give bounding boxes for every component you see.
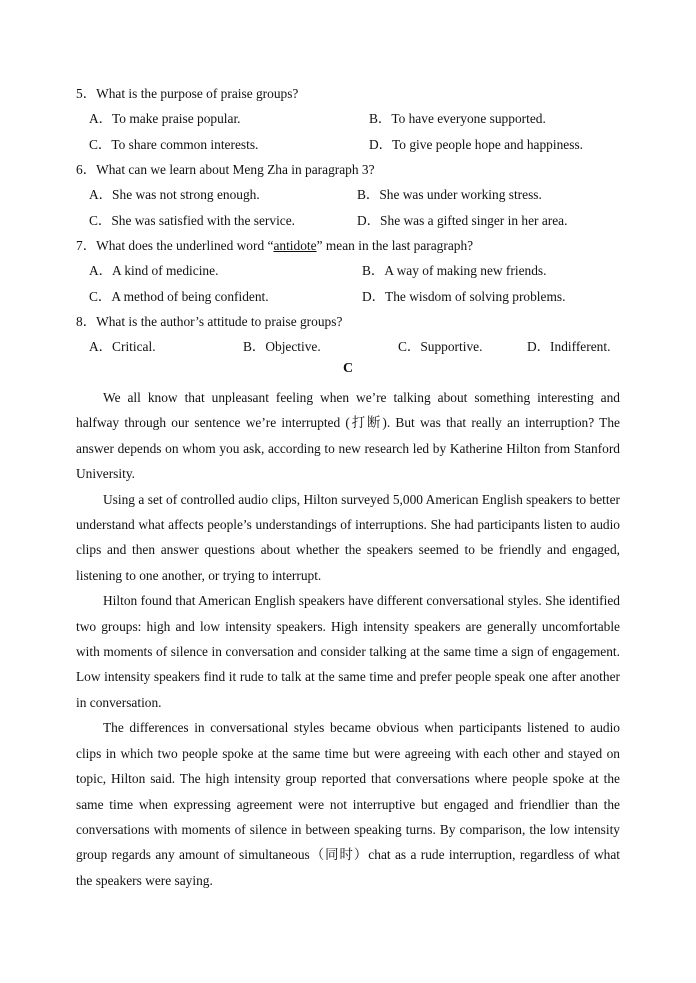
passage-paragraph-2: Using a set of controlled audio clips, Hilton surveyed 5,000 American English speakers to better understand what affects people’s understandings of interruptions. She had participants listen to audio clips and then answer questions about whether the speakers seemed to be friendly and engaged, listening to one another, or trying to interrupt. (76, 491, 620, 583)
question-5-option-b: B．To have everyone supported. (369, 111, 546, 126)
question-6-stem: 6．What can we learn about Meng Zha in paragraph 3? (76, 162, 375, 177)
question-8-stem: 8．What is the author’s attitude to praise groups? (76, 314, 343, 329)
question-7-stem-pre: 7．What does the underlined word “ (76, 238, 274, 253)
question-5-option-a: A．To make praise popular. (89, 111, 241, 126)
question-7-stem-post: ” mean in the last paragraph? (316, 238, 474, 253)
question-8-option-c: C．Supportive. (398, 339, 483, 354)
question-6-option-b: B．She was under working stress. (357, 187, 542, 202)
question-8-option-b: B．Objective. (243, 339, 321, 354)
question-6-option-c: C．She was satisfied with the service. (89, 213, 296, 228)
question-7-option-c: C．A method of being confident. (89, 289, 269, 304)
question-5-option-d: D．To give people hope and happiness. (369, 137, 584, 152)
underlined-word: antidote (273, 238, 317, 253)
question-7-option-b: B．A way of making new friends. (362, 263, 547, 278)
question-8-option-d: D．Indifferent. (527, 339, 611, 354)
question-7-option-d: D．The wisdom of solving problems. (362, 289, 566, 304)
passage-paragraph-1: We all know that unpleasant feeling when we’re talking about something interesting and halfway through our sentence we’re interrupted (打断). But was that really an interruption? The answer depends on whom you ask, according to new research led by Katherine Hilton from Stanford University. (76, 390, 620, 482)
question-6-option-d: D．She was a gifted singer in her area. (357, 213, 568, 228)
question-7-option-a: A．A kind of medicine. (89, 263, 219, 278)
question-5-option-c: C．To share common interests. (89, 137, 259, 152)
section-title: C (342, 361, 354, 376)
question-6-option-a: A．She was not strong enough. (89, 187, 260, 202)
reading-passage (76, 385, 620, 893)
passage-paragraph-4: The differences in conversational styles became obvious when participants listened to audio clips in which two people spoke at the same time but were agreeing with each other and stayed on topic, Hilton said. The high intensity group reported that conversations where people spoke at the same time when expressing agreement were not interruptive but engaged and friendlier than the conversations with moments of silence in between speaking turns. By comparison, the low intensity group regards any amount of simultaneous（同时）chat as a rude interruption, regardless of what the speakers were saying. (76, 720, 620, 888)
passage-paragraph-3: Hilton found that American English speakers have different conversational styles. She identified two groups: high and low intensity speakers. High intensity speakers are generally uncomfortable with moments of silence in conversation and consider talking at the same time a sign of engagement. Low intensity speakers find it rude to talk at the same time and prefer people speak one after another in conversation. (76, 593, 620, 710)
question-7-stem (76, 235, 473, 254)
question-5-stem: 5．What is the purpose of praise groups? (76, 86, 299, 101)
question-8-option-a: A．Critical. (89, 339, 156, 354)
